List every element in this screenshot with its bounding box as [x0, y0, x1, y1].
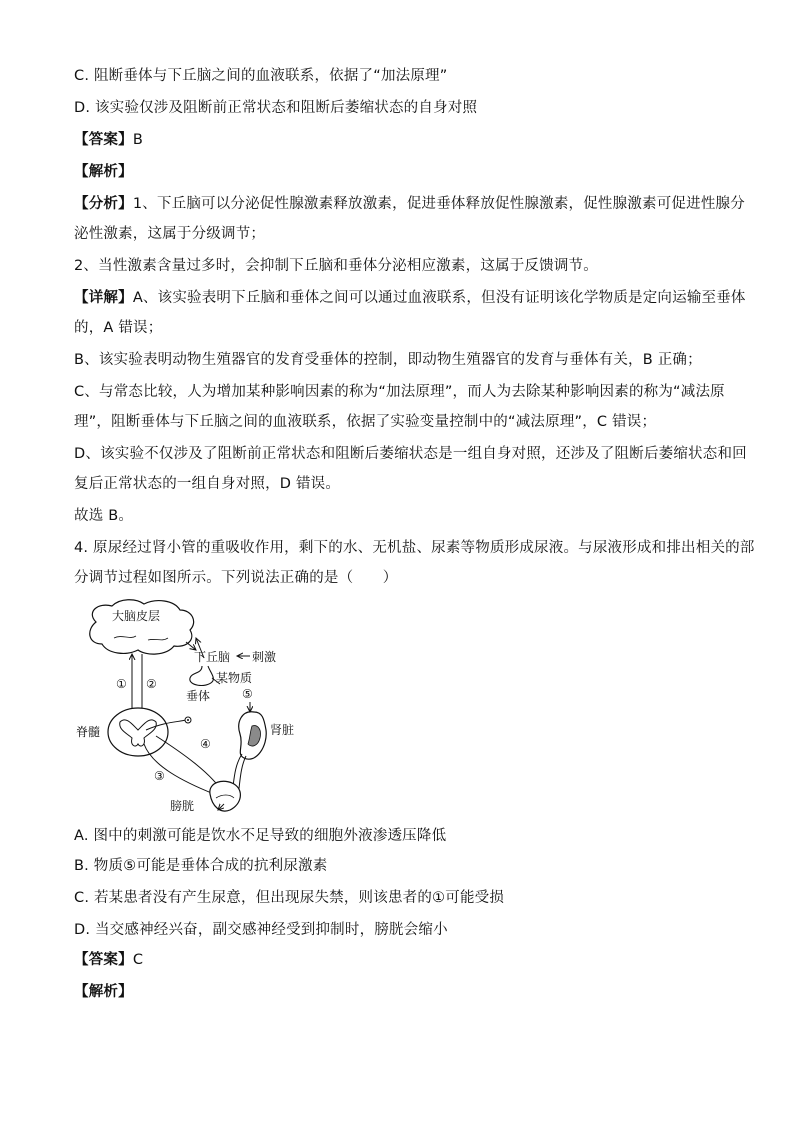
spinal-cord-shape [108, 708, 168, 756]
number-1: ① [116, 677, 127, 691]
detail-line-7: 复后正常状态的一组自身对照，D 错误。 [74, 476, 341, 492]
option-c: C. 若某患者没有产生尿意，但出现尿失禁，则该患者的①可能受损 [74, 890, 505, 906]
number-2: ② [146, 677, 157, 691]
question-4-line-1: 4. 原尿经过肾小管的重吸收作用，剩下的水、无机盐、尿素等物质形成尿液。与尿液形成和排出相关的部 [74, 540, 755, 556]
analysis-heading: 【解析】 [74, 984, 133, 1000]
cerebral-cortex-shape [90, 600, 194, 654]
analysis-heading-prev: 【解析】 [74, 164, 133, 180]
question-4-line-2: 分调节过程如图所示。下列说法正确的是（ ） [74, 570, 398, 586]
pituitary-label: 垂体 [186, 689, 211, 703]
analysis-line-2: 泌性激素，这属于分级调节； [74, 226, 266, 242]
answer: 【答案】C [74, 952, 144, 968]
substance-label: 某物质 [216, 671, 253, 685]
answer-prev: 【答案】B [74, 132, 143, 148]
urine-regulation-diagram [74, 598, 314, 816]
hypothalamus-label: 下丘脑 [194, 650, 231, 664]
detail-line-4: C、与常态比较，人为增加某种影响因素的称为“加法原理”，而人为去除某种影响因素的称为“减法原 [74, 384, 725, 400]
detail-line-2: 的，A 错误； [74, 320, 163, 336]
bladder-shape [210, 781, 241, 811]
detail-line-3: B、该实验表明动物生殖器官的发育受垂体的控制，即动物生殖器官的发育与垂体有关，B 正确； [74, 352, 702, 368]
choice-conclusion: 故选 B。 [74, 508, 134, 524]
pituitary-shape [190, 666, 213, 685]
analysis-line-3: 2、当性激素含量过多时，会抑制下丘脑和垂体分泌相应激素，这属于反馈调节。 [74, 258, 598, 274]
number-3: ③ [154, 769, 165, 783]
kidney-label: 肾脏 [270, 723, 295, 737]
detail-line-6: D、该实验不仅涉及了阻断前正常状态和阻断后萎缩状态是一组自身对照，还涉及了阻断后萎缩状态和回 [74, 446, 747, 462]
stimulus-label: 刺激 [252, 650, 277, 664]
option-c-prev: C. 阻断垂体与下丘脑之间的血液联系，依据了“加法原理” [74, 68, 448, 84]
kidney-shape [239, 712, 266, 759]
option-b: B. 物质⑤可能是垂体合成的抗利尿激素 [74, 858, 328, 874]
analysis-line-1: 【分析】1、下丘脑可以分泌促性腺激素释放激素，促进垂体释放促性腺激素，促性腺激素可促进性腺分 [74, 196, 745, 212]
spinal-cord-label: 脊髓 [76, 725, 101, 739]
number-5: ⑤ [242, 687, 253, 701]
cerebral-cortex-label: 大脑皮层 [112, 609, 161, 623]
option-d-prev: D. 该实验仅涉及阻断前正常状态和阻断后萎缩状态的自身对照 [74, 100, 478, 116]
option-d: D. 当交感神经兴奋，副交感神经受到抑制时，膀胱会缩小 [74, 922, 448, 938]
bladder-label: 膀胱 [170, 799, 195, 813]
detail-line-5: 理”，阻断垂体与下丘脑之间的血液联系，依据了实验变量控制中的“减法原理”，C 错误； [74, 414, 657, 430]
option-a: A. 图中的刺激可能是饮水不足导致的细胞外液渗透压降低 [74, 828, 447, 844]
detail-line-1: 【详解】A、该实验表明下丘脑和垂体之间可以通过血液联系，但没有证明该化学物质是定向运输至垂体 [74, 290, 746, 306]
number-4: ④ [200, 737, 211, 751]
